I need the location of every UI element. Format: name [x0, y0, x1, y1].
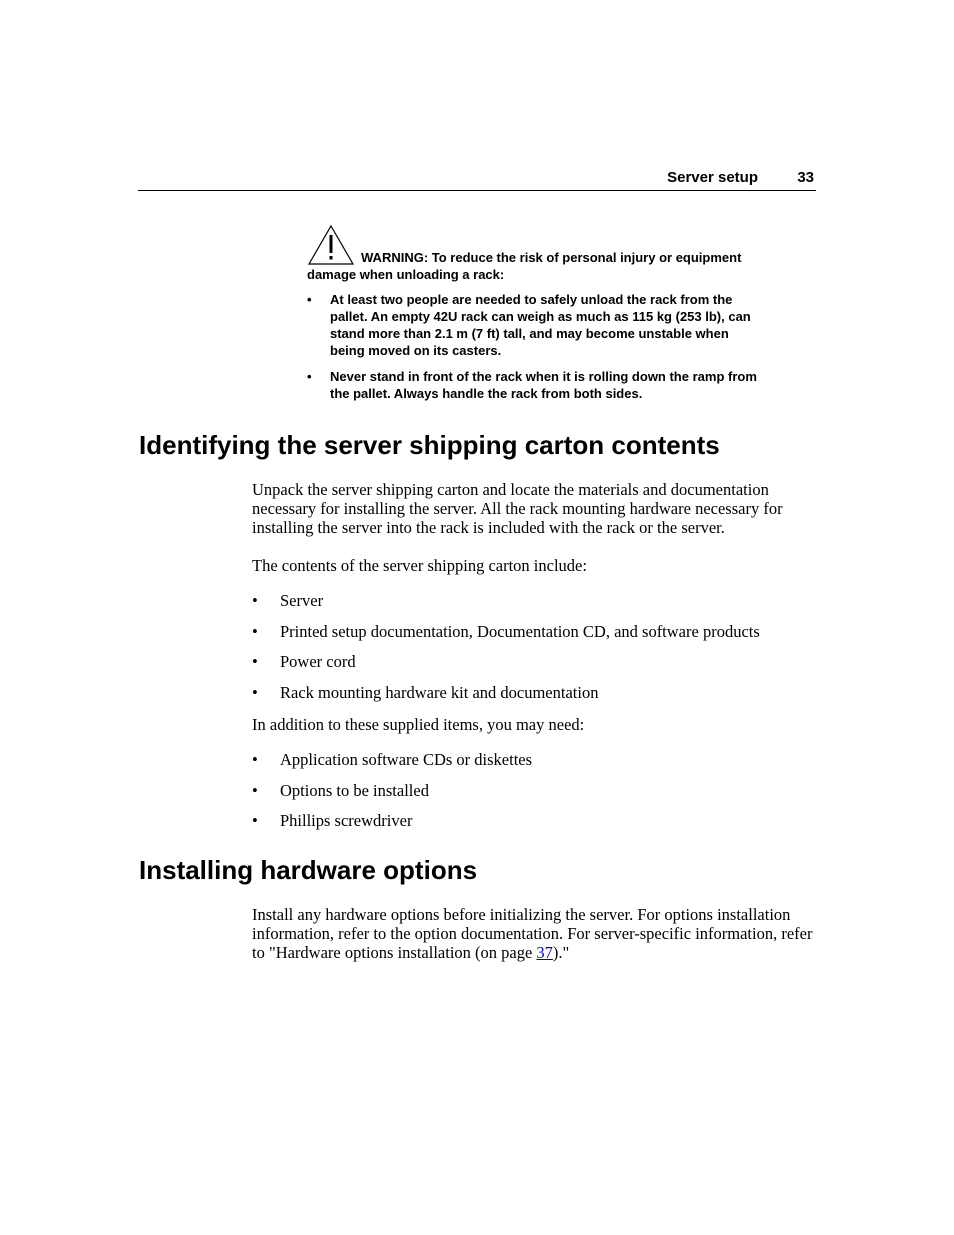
section-heading-carton-contents: Identifying the server shipping carton contents: [139, 430, 720, 460]
warning-head: [307, 224, 777, 283]
page-reference-link[interactable]: 37: [536, 943, 553, 962]
warning-item-text: Never stand in front of the rack when it is rolling down the ramp from the pallet. Always handle the rack from both sides.: [330, 369, 757, 401]
carton-intro-paragraph: Unpack the server shipping carton and locate the materials and documentation necessary for installing the server. All the rack mounting hardware necessary for installing the server into the rack is included with the rack or the server.: [252, 480, 783, 537]
running-header: [138, 168, 816, 191]
carton-contents-list: [252, 591, 760, 713]
list-item: • Options to be installed: [252, 780, 429, 800]
header-section-title: Server setup: [667, 169, 758, 186]
section-heading-hardware-options: Installing hardware options: [139, 855, 478, 885]
warning-list: [307, 291, 777, 402]
list-item: • Phillips screwdriver: [252, 811, 413, 830]
warning-title: WARNING: To reduce the risk of personal injury or equipment damage when unloading a rack:: [307, 250, 742, 282]
warning-box: [307, 224, 777, 411]
warning-item: • At least two people are needed to safely unload the rack from the pallet. An empty 42U rack can weigh as much as 115 kg (253 lb), can stand more than 2.1 m (7 ft) tall, and may become unstable when being moved on its casters.: [307, 292, 751, 358]
page-number: 33: [797, 169, 814, 186]
warning-item: • Never stand in front of the rack when it is rolling down the ramp from the pallet. Always handle the rack from both sides.: [307, 369, 757, 401]
additional-items-lead: In addition to these supplied items, you may need:: [252, 715, 585, 734]
additional-items-list: [252, 750, 532, 842]
warning-item-text: At least two people are needed to safely unload the rack from the pallet. An empty 42U rack can weigh as much as 115 kg (253 lb), can stand more than 2.1 m (7 ft) tall, and may become unstable when being moved on its casters.: [330, 292, 751, 358]
list-item: • Server: [252, 591, 324, 610]
warning-triangle-icon: [307, 224, 355, 266]
list-item: • Application software CDs or diskettes: [252, 750, 533, 769]
list-item: • Rack mounting hardware kit and documentation: [252, 682, 599, 702]
list-item: • Power cord: [252, 652, 356, 671]
carton-contents-lead: The contents of the server shipping carton include:: [252, 556, 587, 575]
list-item: • Printed setup documentation, Documentation CD, and software products: [252, 621, 760, 641]
hardware-options-paragraph: Install any hardware options before initializing the server. For options installation information, refer to the option documentation. For server-specific information, refer to "Hardware options installation (on page 37).": [252, 905, 813, 962]
